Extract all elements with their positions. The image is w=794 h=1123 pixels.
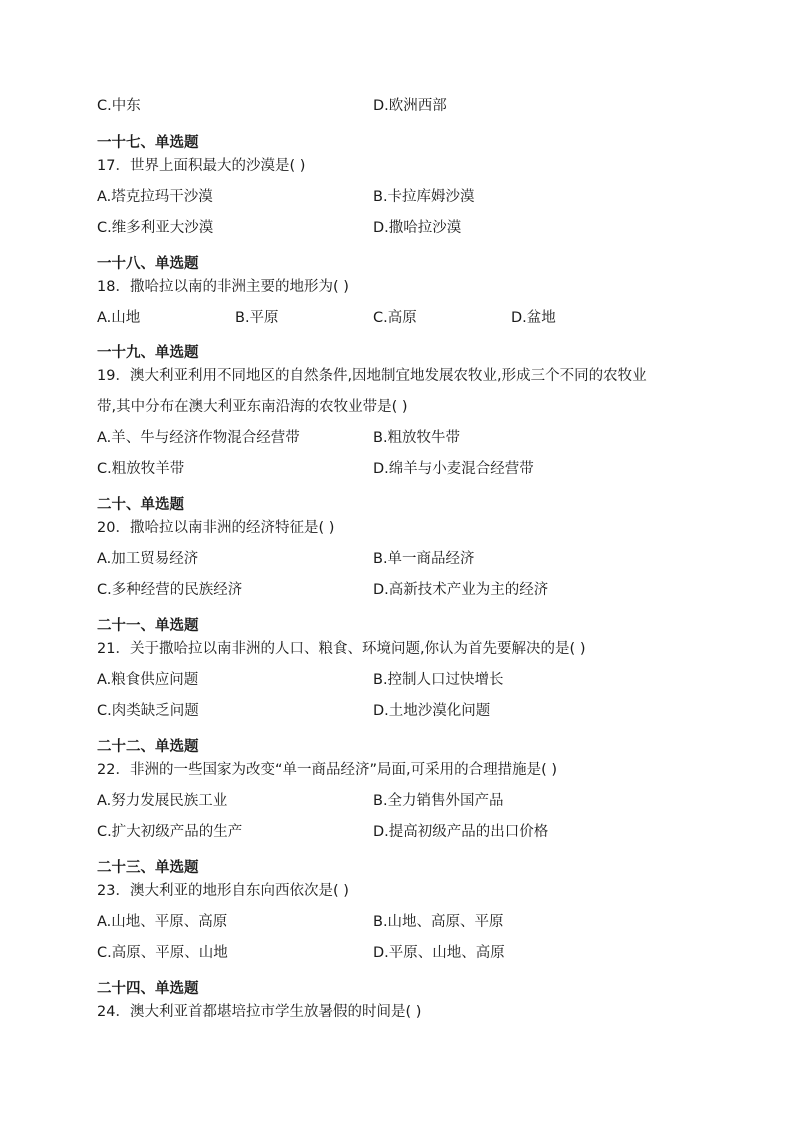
question-stem: 23．澳大利亚的地形自东向西依次是( ) xyxy=(97,883,349,899)
option-b: B.控制人口过快增长 xyxy=(373,672,504,688)
question-stem: 17．世界上面积最大的沙漠是( ) xyxy=(97,158,306,174)
section-header: 二十、单选题 xyxy=(97,497,184,513)
option-a: A.粮食供应问题 xyxy=(97,672,199,688)
section-header: 一十九、单选题 xyxy=(97,345,199,361)
section-header: 一十七、单选题 xyxy=(97,135,199,151)
option-d: D.盆地 xyxy=(511,310,556,326)
section-header: 二十三、单选题 xyxy=(97,860,199,876)
option-a: A.山地、平原、高原 xyxy=(97,914,228,930)
question-stem-continued: 带,其中分布在澳大利亚东南沿海的农牧业带是( ) xyxy=(97,399,408,415)
option-d: D.高新技术产业为主的经济 xyxy=(373,582,549,598)
section-header: 二十四、单选题 xyxy=(97,981,199,997)
option-d: D.土地沙漠化问题 xyxy=(373,703,491,719)
option-c: C.粗放牧羊带 xyxy=(97,461,185,477)
question-stem: 21．关于撒哈拉以南非洲的人口、粮食、环境问题,你认为首先要解决的是( ) xyxy=(97,641,586,657)
option-c: C.高原、平原、山地 xyxy=(97,945,228,961)
section-header: 二十二、单选题 xyxy=(97,739,199,755)
option-b: B.平原 xyxy=(235,310,279,326)
option-d: D.平原、山地、高原 xyxy=(373,945,505,961)
option-c: C.扩大初级产品的生产 xyxy=(97,824,243,840)
question-stem: 24．澳大利亚首都堪培拉市学生放暑假的时间是( ) xyxy=(97,1004,422,1020)
option-a: A.羊、牛与经济作物混合经营带 xyxy=(97,430,300,446)
option-c: C.中东 xyxy=(97,98,141,114)
option-a: A.加工贸易经济 xyxy=(97,551,199,567)
option-d: D.欧洲西部 xyxy=(373,98,447,114)
question-stem: 19．澳大利亚利用不同地区的自然条件,因地制宜地发展农牧业,形成三个不同的农牧业 xyxy=(97,368,647,384)
option-d: D.绵羊与小麦混合经营带 xyxy=(373,461,534,477)
option-b: B.全力销售外国产品 xyxy=(373,793,504,809)
option-b: B.粗放牧牛带 xyxy=(373,430,461,446)
option-d: D.撒哈拉沙漠 xyxy=(373,220,462,236)
option-c: C.高原 xyxy=(373,310,417,326)
option-c: C.多种经营的民族经济 xyxy=(97,582,243,598)
option-b: B.单一商品经济 xyxy=(373,551,475,567)
question-stem: 18．撒哈拉以南的非洲主要的地形为( ) xyxy=(97,279,349,295)
option-a: A.山地 xyxy=(97,310,141,326)
question-stem: 22．非洲的一些国家为改变“单一商品经济”局面,可采用的合理措施是( ) xyxy=(97,762,558,778)
question-stem: 20．撒哈拉以南非洲的经济特征是( ) xyxy=(97,520,335,536)
option-d: D.提高初级产品的出口价格 xyxy=(373,824,549,840)
option-a: A.塔克拉玛干沙漠 xyxy=(97,189,213,205)
option-b: B.山地、高原、平原 xyxy=(373,914,504,930)
section-header: 一十八、单选题 xyxy=(97,256,199,272)
option-b: B.卡拉库姆沙漠 xyxy=(373,189,475,205)
option-a: A.努力发展民族工业 xyxy=(97,793,228,809)
section-header: 二十一、单选题 xyxy=(97,618,199,634)
option-c: C.维多利亚大沙漠 xyxy=(97,220,214,236)
option-c: C.肉类缺乏问题 xyxy=(97,703,199,719)
